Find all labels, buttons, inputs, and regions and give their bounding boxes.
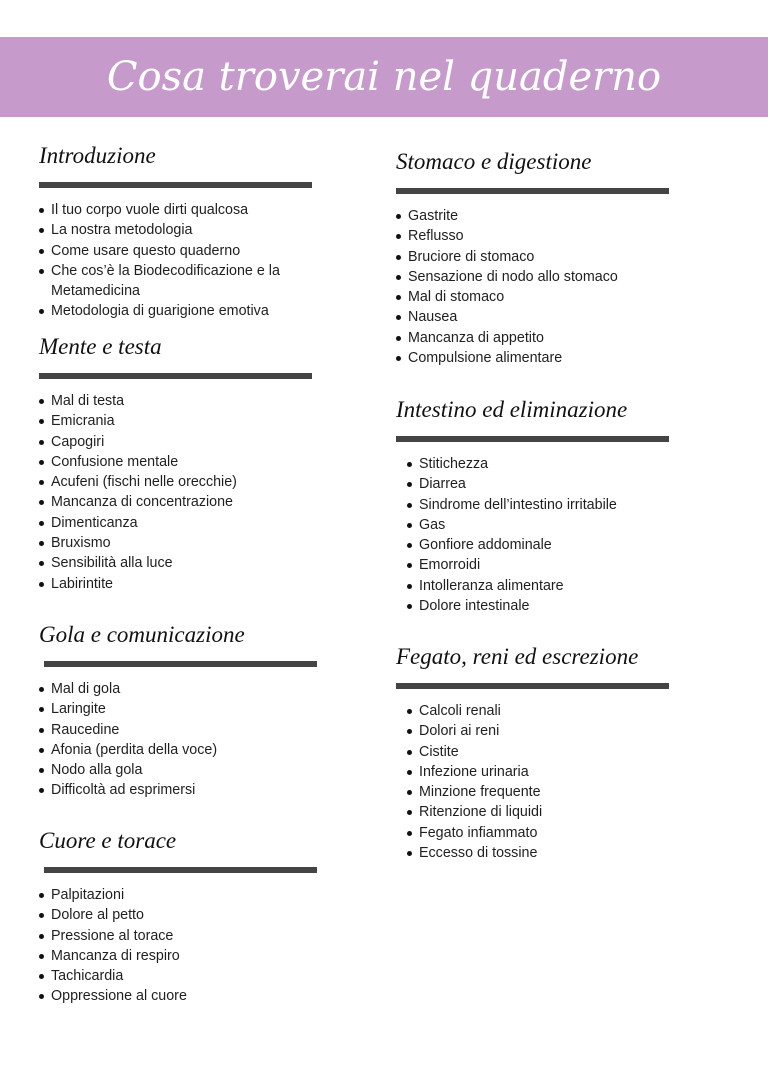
list-item: Pressione al torace [51,926,317,946]
bullet-icon [39,768,44,773]
list-item: Come usare questo quaderno [51,241,312,261]
bullet-icon [407,729,412,734]
bullet-icon [39,582,44,587]
list-item: Reflusso [408,226,669,246]
list-item: Gonfiore addominale [419,535,669,555]
list-item: Calcoli renali [419,701,669,721]
section-heading: Cuore e torace [39,828,177,853]
section-fegato-reni-ed-escrezione [396,643,669,863]
list-item: Difficoltà ad esprimersi [51,780,317,800]
section-cuore-e-torace [39,827,317,1007]
bullet-icon [39,687,44,692]
section-divider [44,661,317,667]
section-list [396,454,669,616]
list-item: Che cos’è la Biodecodificazione e la Metamedicina [51,261,313,302]
section-divider [39,182,312,188]
list-item: Nausea [408,307,669,327]
bullet-icon [407,790,412,795]
list-item: Mancanza di concentrazione [51,492,312,512]
bullet-icon [407,851,412,856]
bullet-icon [39,399,44,404]
list-item: Raucedine [51,720,317,740]
bullet-icon [407,709,412,714]
bullet-icon [39,269,44,274]
list-item: Gas [419,515,669,535]
bullet-icon [39,460,44,465]
list-item: Sindrome dell’intestino irritabile [419,495,669,515]
section-heading: Introduzione [39,143,156,168]
title-banner [0,37,768,117]
list-item: Emorroidi [419,555,669,575]
section-list [396,206,669,368]
list-item: Eccesso di tossine [419,843,669,863]
bullet-icon [39,934,44,939]
list-item: Sensibilità alla luce [51,553,312,573]
list-item: Diarrea [419,474,669,494]
list-item: Confusione mentale [51,452,312,472]
list-item: Gastrite [408,206,669,226]
section-list [39,885,317,1007]
section-heading: Mente e testa [39,334,162,359]
section-list [39,200,312,322]
list-item: Oppressione al cuore [51,986,317,1006]
list-item: Tachicardia [51,966,317,986]
section-stomaco-e-digestione [396,148,669,368]
list-item: Compulsione alimentare [408,348,669,368]
list-item: Ritenzione di liquidi [419,802,669,822]
bullet-icon [407,750,412,755]
list-item: Labirintite [51,574,312,594]
bullet-icon [39,208,44,213]
list-item: Palpitazioni [51,885,317,905]
section-heading: Fegato, reni ed escrezione [396,644,639,669]
section-introduzione [39,142,312,322]
list-item: Cistite [419,742,669,762]
bullet-icon [39,913,44,918]
bullet-icon [407,523,412,528]
list-item: Mal di gola [51,679,317,699]
bullet-icon [396,275,401,280]
section-heading: Stomaco e digestione [396,149,592,174]
bullet-icon [396,255,401,260]
bullet-icon [39,249,44,254]
list-item: La nostra metodologia [51,220,312,240]
list-item: Capogiri [51,432,312,452]
section-divider [396,436,669,442]
bullet-icon [407,604,412,609]
list-item: Bruxismo [51,533,312,553]
list-item: Il tuo corpo vuole dirti qualcosa [51,200,312,220]
list-item: Dolore intestinale [419,596,669,616]
list-item: Laringite [51,699,317,719]
list-item: Acufeni (fischi nelle orecchie) [51,472,312,492]
bullet-icon [39,500,44,505]
bullet-icon [407,563,412,568]
list-item: Afonia (perdita della voce) [51,740,317,760]
bullet-icon [396,234,401,239]
bullet-icon [407,770,412,775]
list-item: Emicrania [51,411,312,431]
bullet-icon [39,893,44,898]
bullet-icon [396,336,401,341]
bullet-icon [39,541,44,546]
list-item: Metodologia di guarigione emotiva [51,301,312,321]
section-divider [396,188,669,194]
section-list [39,391,312,594]
section-heading: Gola e comunicazione [39,622,245,647]
bullet-icon [407,584,412,589]
bullet-icon [407,482,412,487]
bullet-icon [407,831,412,836]
list-item: Bruciore di stomaco [408,247,669,267]
section-gola-e-comunicazione [39,621,317,801]
bullet-icon [39,728,44,733]
bullet-icon [39,309,44,314]
bullet-icon [407,503,412,508]
bullet-icon [39,707,44,712]
bullet-icon [407,810,412,815]
bullet-icon [407,543,412,548]
section-list [39,679,317,801]
bullet-icon [39,419,44,424]
list-item: Fegato infiammato [419,823,669,843]
bullet-icon [407,462,412,467]
bullet-icon [39,228,44,233]
list-item: Dolore al petto [51,905,317,925]
bullet-icon [39,440,44,445]
bullet-icon [39,994,44,999]
list-item: Mancanza di appetito [408,328,669,348]
section-mente-e-testa [39,333,312,594]
bullet-icon [39,748,44,753]
bullet-icon [39,480,44,485]
list-item: Mal di stomaco [408,287,669,307]
bullet-icon [39,974,44,979]
bullet-icon [39,521,44,526]
list-item: Sensazione di nodo allo stomaco [408,267,669,287]
list-item: Dolori ai reni [419,721,669,741]
bullet-icon [396,356,401,361]
section-divider [396,683,669,689]
section-divider [39,373,312,379]
section-divider [44,867,317,873]
list-item: Nodo alla gola [51,760,317,780]
list-item: Stitichezza [419,454,669,474]
bullet-icon [396,214,401,219]
section-list [396,701,669,863]
list-item: Mal di testa [51,391,312,411]
page-title: Cosa troverai nel quaderno [106,54,662,100]
bullet-icon [396,315,401,320]
section-heading: Intestino ed eliminazione [396,397,628,422]
list-item: Intolleranza alimentare [419,576,669,596]
bullet-icon [39,561,44,566]
bullet-icon [39,788,44,793]
bullet-icon [396,295,401,300]
section-intestino-ed-eliminazione [396,396,669,616]
list-item: Infezione urinaria [419,762,669,782]
list-item: Dimenticanza [51,513,312,533]
bullet-icon [39,954,44,959]
list-item: Minzione frequente [419,782,669,802]
list-item: Mancanza di respiro [51,946,317,966]
